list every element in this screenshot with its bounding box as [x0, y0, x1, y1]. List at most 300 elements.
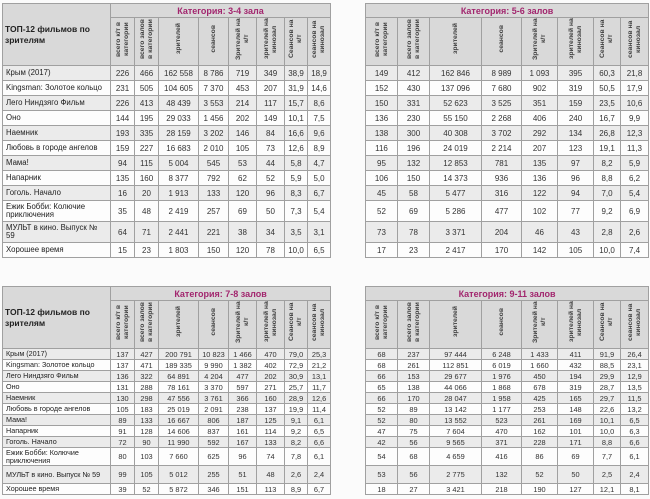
table-cell: 346 [199, 484, 229, 495]
column-header-label: зрителей [451, 23, 459, 55]
table-cell: 133 [135, 415, 159, 426]
table-cell: 5 872 [159, 484, 199, 495]
table-cell: 21,2 [308, 360, 331, 371]
table-cell: 52 [522, 466, 558, 484]
table-cell: 88,5 [594, 360, 621, 371]
table-cell: 23,1 [621, 360, 649, 371]
table-cell: 16 667 [159, 415, 199, 426]
table-cell: 105 [558, 243, 594, 258]
table-cell: 453 [229, 81, 257, 96]
table-row [3, 201, 331, 222]
table-cell: 319 [558, 81, 594, 96]
film-name: Гоголь. Начало [3, 437, 111, 448]
column-header-label: всего к/т в категории [114, 304, 130, 340]
column-header-label: зрителей [174, 23, 182, 55]
table-cell: 781 [482, 156, 522, 171]
table-cell: 3 702 [482, 126, 522, 141]
table-cell: 42 [366, 437, 398, 448]
table-cell: 411 [558, 349, 594, 360]
table-cell: 12,3 [621, 126, 649, 141]
table-cell: 25 019 [159, 404, 199, 415]
table-row [3, 111, 331, 126]
table-cell: 120 [229, 186, 257, 201]
table-cell: 6,5 [621, 415, 649, 426]
category-title: Категория: 5-6 залов [366, 4, 649, 18]
table-cell: 66 [366, 371, 398, 382]
table-cell: 26,8 [594, 126, 621, 141]
table-row [366, 393, 649, 404]
film-name: Kingsman: Золотое кольцо [3, 360, 111, 371]
table-cell: 162 [522, 426, 558, 437]
table-cell: 10,0 [285, 243, 308, 258]
film-name: Гоголь. Начало [3, 186, 111, 201]
column-header-2 [159, 18, 199, 66]
table-row [366, 448, 649, 466]
table-cell: 29,9 [594, 371, 621, 382]
table-cell: 27 [398, 484, 430, 495]
film-name: Kingsman: Золотое кольцо [3, 81, 111, 96]
column-header-label: Зрителей на к/т [234, 301, 250, 343]
column-header-label: сеансов на кинозал [626, 303, 642, 341]
column-header-6 [285, 18, 308, 66]
table-cell: 5 477 [430, 186, 482, 201]
table-cell: 190 [522, 484, 558, 495]
table-cell: 12,1 [594, 484, 621, 495]
table-cell: 6,9 [621, 201, 649, 222]
column-header-1 [398, 301, 430, 349]
table-cell: 138 [398, 382, 430, 393]
film-name: Напарник [3, 171, 111, 186]
table-cell: 8,9 [308, 141, 331, 156]
table-cell: 9,9 [621, 111, 649, 126]
table-row [366, 426, 649, 437]
table-cell: 20 [135, 186, 159, 201]
table-cell: 3 553 [199, 96, 229, 111]
table-cell: 204 [482, 222, 522, 243]
table-cell: 319 [558, 382, 594, 393]
table-cell: 160 [257, 393, 285, 404]
table-cell: 200 791 [159, 349, 199, 360]
table-cell: 2,6 [621, 222, 649, 243]
table-cell: 150 [398, 171, 430, 186]
table-cell: 135 [522, 156, 558, 171]
table-cell: 523 [482, 415, 522, 426]
table-cell: 195 [135, 111, 159, 126]
table-cell: 136 [522, 171, 558, 186]
table-cell: 136 [366, 111, 398, 126]
table-cell: 47 [366, 426, 398, 437]
table-cell: 17,9 [621, 81, 649, 96]
table-row [3, 66, 331, 81]
table-block-category-7-8 [2, 286, 330, 495]
table-cell: 55 150 [430, 111, 482, 126]
table-cell: 153 [398, 371, 430, 382]
table-cell: 8 377 [159, 171, 199, 186]
film-name: Любовь в городе ангелов [3, 141, 111, 156]
table-cell: 3 371 [430, 222, 482, 243]
table-cell: 66 [366, 393, 398, 404]
table-cell: 349 [257, 66, 285, 81]
table-row [3, 393, 331, 404]
table-cell: 5 004 [159, 156, 199, 171]
table-cell: 427 [135, 349, 159, 360]
table-cell: 14,6 [308, 81, 331, 96]
column-header-6 [285, 301, 308, 349]
table-cell: 18,9 [308, 66, 331, 81]
table-cell: 115 [135, 156, 159, 171]
table-cell: 26,4 [621, 349, 649, 360]
table-cell: 17 [366, 243, 398, 258]
table-cell: 351 [522, 96, 558, 111]
column-header-label: всего залов в категории [405, 302, 421, 342]
table-cell: 29,7 [594, 393, 621, 404]
column-header-label: сеансов на кинозал [311, 20, 327, 58]
table-cell: 477 [482, 201, 522, 222]
table-cell: 6,5 [308, 243, 331, 258]
table-cell: 75 [398, 426, 430, 437]
table-cell: 11,7 [308, 382, 331, 393]
table-cell: 50 [257, 201, 285, 222]
table-cell: 11,3 [621, 141, 649, 156]
table-row [3, 360, 331, 371]
table-cell: 68 [398, 448, 430, 466]
table-cell: 6,2 [621, 171, 649, 186]
table-cell: 64 891 [159, 371, 199, 382]
table-cell: 117 [257, 96, 285, 111]
table-cell: 134 [558, 126, 594, 141]
table-cell: 214 [229, 96, 257, 111]
table-cell: 1 433 [522, 349, 558, 360]
table-cell: 68 [366, 360, 398, 371]
table-cell: 1 976 [482, 371, 522, 382]
table-cell: 207 [257, 81, 285, 96]
table-cell: 719 [229, 66, 257, 81]
table-cell: 31,9 [285, 81, 308, 96]
table-cell: 90 [135, 437, 159, 448]
table-cell: 902 [522, 81, 558, 96]
table-cell: 96 [229, 448, 257, 466]
table-cell: 96 [558, 171, 594, 186]
category-title-row [366, 287, 649, 301]
table-cell: 261 [398, 360, 430, 371]
table-cell: 371 [482, 437, 522, 448]
table-cell: 69 [558, 448, 594, 466]
table-cell: 148 [558, 404, 594, 415]
table-cell: 162 558 [159, 66, 199, 81]
table-cell: 2 775 [430, 466, 482, 484]
table-cell: 79,0 [285, 349, 308, 360]
table-cell: 7 604 [430, 426, 482, 437]
table-cell: 29 033 [159, 111, 199, 126]
table-cell: 104 605 [159, 81, 199, 96]
table-row [3, 222, 331, 243]
table-cell: 91 [111, 426, 135, 437]
table-cell: 6,3 [621, 426, 649, 437]
column-header-3 [482, 301, 522, 349]
table-row [366, 156, 649, 171]
column-header-label: всего залов в категории [138, 19, 154, 59]
table-cell: 187 [229, 415, 257, 426]
table-cell: 11,5 [621, 393, 649, 404]
table-cell: 207 [522, 141, 558, 156]
table-row [366, 186, 649, 201]
table-cell: 9,2 [594, 201, 621, 222]
table-cell: 112 851 [430, 360, 482, 371]
table-cell: 58 [398, 186, 430, 201]
column-header-label: сеансов на кинозал [626, 20, 642, 58]
table-cell: 12,9 [621, 371, 649, 382]
table-row [3, 81, 331, 96]
column-header-2 [430, 18, 482, 66]
table-cell: 8,9 [285, 484, 308, 495]
table-row [366, 382, 649, 393]
column-header-row [366, 18, 649, 66]
table-cell: 3,1 [308, 222, 331, 243]
table-cell: 7,4 [621, 243, 649, 258]
table-cell: 406 [522, 111, 558, 126]
table-cell: 149 [257, 111, 285, 126]
table-cell: 230 [398, 111, 430, 126]
column-header-label: зрителей [174, 306, 182, 338]
table-cell: 97 [558, 156, 594, 171]
table-cell: 170 [398, 393, 430, 404]
table-cell: 114 [257, 426, 285, 437]
category-title: Категория: 9-11 залов [366, 287, 649, 301]
table-cell: 470 [257, 349, 285, 360]
table-cell: 2,5 [594, 466, 621, 484]
table-cell: 47 556 [159, 393, 199, 404]
table-cell: 228 [522, 437, 558, 448]
table-cell: 136 [111, 371, 135, 382]
table-cell: 52 [366, 415, 398, 426]
table-cell: 22,6 [594, 404, 621, 415]
table-row [3, 126, 331, 141]
table-cell: 237 [398, 349, 430, 360]
table-cell: 2 441 [159, 222, 199, 243]
table-cell: 52 [135, 484, 159, 495]
table-cell: 137 [257, 404, 285, 415]
table-cell: 96 [257, 186, 285, 201]
table-row [366, 484, 649, 495]
category-title-row [366, 4, 649, 18]
table-row [3, 96, 331, 111]
column-header-label: всего залов в категории [138, 302, 154, 342]
table-cell: 2 010 [199, 141, 229, 156]
table-cell: 2 417 [430, 243, 482, 258]
table-cell: 40 308 [430, 126, 482, 141]
table-cell: 1 958 [482, 393, 522, 404]
table-cell: 132 [398, 156, 430, 171]
table-cell: 7,8 [285, 448, 308, 466]
film-name: Оно [3, 111, 111, 126]
table-row [3, 141, 331, 156]
table-row [366, 81, 649, 96]
table-cell: 6,1 [308, 415, 331, 426]
table-row [366, 360, 649, 371]
table-cell: 97 444 [430, 349, 482, 360]
column-header-0 [111, 301, 135, 349]
column-header-6 [594, 18, 621, 66]
table-cell: 137 [111, 349, 135, 360]
table-cell: 51 [229, 466, 257, 484]
table-cell: 9,1 [285, 415, 308, 426]
column-header-row [366, 301, 649, 349]
table-cell: 288 [135, 382, 159, 393]
table-cell: 625 [199, 448, 229, 466]
table-cell: 116 [366, 141, 398, 156]
column-header-label: всего к/т в категории [373, 21, 389, 57]
table-cell: 5,4 [308, 201, 331, 222]
table-cell: 15 [111, 243, 135, 258]
column-header-3 [199, 301, 229, 349]
column-header-label: зрителей на кинозал [262, 301, 278, 343]
table-cell: 8,6 [308, 96, 331, 111]
category-table-9-11-halls [365, 286, 649, 495]
table-cell: 25,7 [285, 382, 308, 393]
table-cell: 56 [398, 466, 430, 484]
film-name: Наемник [3, 126, 111, 141]
table-cell: 8 786 [199, 66, 229, 81]
table-cell: 14 606 [159, 426, 199, 437]
column-header-5 [558, 18, 594, 66]
table-cell: 226 [111, 66, 135, 81]
table-cell: 16 [111, 186, 135, 201]
table-cell: 125 [257, 415, 285, 426]
table-row [3, 448, 331, 466]
table-cell: 412 [398, 66, 430, 81]
table-cell: 62 [229, 171, 257, 186]
column-header-label: Сеансов на к/т [288, 19, 303, 59]
table-cell: 597 [229, 382, 257, 393]
table-cell: 144 [111, 111, 135, 126]
table-cell: 3 202 [199, 126, 229, 141]
table-row [3, 466, 331, 484]
table-cell: 10,0 [594, 426, 621, 437]
column-header-2 [430, 301, 482, 349]
table-cell: 28 047 [430, 393, 482, 404]
table-cell: 13 142 [430, 404, 482, 415]
table-cell: 18 [366, 484, 398, 495]
table-cell: 44 066 [430, 382, 482, 393]
table-cell: 72 [111, 437, 135, 448]
table-cell: 133 [257, 437, 285, 448]
table-cell: 43 [558, 222, 594, 243]
table-row [366, 415, 649, 426]
table-cell: 170 [482, 243, 522, 258]
table-cell: 68 [366, 349, 398, 360]
film-name: Ежик Бобби: Колючие приключения [3, 201, 111, 222]
category-table-5-6-halls [365, 3, 649, 258]
table-cell: 7,7 [594, 448, 621, 466]
table-cell: 221 [199, 222, 229, 243]
table-cell: 94 [111, 156, 135, 171]
table-cell: 271 [257, 382, 285, 393]
table-row [3, 349, 331, 360]
table-cell: 253 [522, 404, 558, 415]
table-cell: 23 [135, 243, 159, 258]
table-cell: 52 [366, 201, 398, 222]
table-block-category-5-6 [365, 3, 648, 258]
table-cell: 432 [558, 360, 594, 371]
table-cell: 806 [199, 415, 229, 426]
table-cell: 11 990 [159, 437, 199, 448]
table-cell: 16,7 [594, 111, 621, 126]
table-cell: 238 [229, 404, 257, 415]
table-cell: 152 [366, 81, 398, 96]
table-cell: 226 [111, 96, 135, 111]
table-cell: 227 [135, 141, 159, 156]
table-cell: 169 [558, 415, 594, 426]
column-header-5 [558, 301, 594, 349]
table-cell: 1 868 [482, 382, 522, 393]
table-cell: 2,8 [594, 222, 621, 243]
table-cell: 120 [229, 243, 257, 258]
table-cell: 15,7 [285, 96, 308, 111]
table-cell: 135 [111, 171, 135, 186]
column-header-label: Зрителей на к/т [531, 18, 547, 60]
table-cell: 39 [111, 484, 135, 495]
table-cell: 7 660 [159, 448, 199, 466]
table-cell: 366 [229, 393, 257, 404]
table-cell: 123 [558, 141, 594, 156]
table-cell: 12,6 [308, 393, 331, 404]
table-cell: 89 [398, 404, 430, 415]
table-cell: 2 091 [199, 404, 229, 415]
table-cell: 10,1 [594, 415, 621, 426]
table-cell: 202 [257, 371, 285, 382]
table-cell: 102 [522, 201, 558, 222]
table-cell: 1 803 [159, 243, 199, 258]
table-cell: 471 [135, 360, 159, 371]
table-cell: 53 [366, 466, 398, 484]
table-cell: 7 680 [482, 81, 522, 96]
table-cell: 53 [229, 156, 257, 171]
table-cell: 48 [257, 466, 285, 484]
film-name: Мама! [3, 415, 111, 426]
table-cell: 80 [111, 448, 135, 466]
table-cell: 402 [257, 360, 285, 371]
table-cell: 159 [558, 96, 594, 111]
table-cell: 38,9 [285, 66, 308, 81]
table-cell: 6,7 [308, 484, 331, 495]
table-cell: 231 [111, 81, 135, 96]
table-cell: 8,8 [594, 171, 621, 186]
film-name: Наемник [3, 393, 111, 404]
table-cell: 255 [199, 466, 229, 484]
table-row [3, 437, 331, 448]
table-cell: 5 012 [159, 466, 199, 484]
table-cell: 193 [111, 126, 135, 141]
column-header-7 [621, 301, 649, 349]
table-cell: 2,6 [285, 466, 308, 484]
column-header-label: всего к/т в категории [373, 304, 389, 340]
table-row [366, 243, 649, 258]
film-name: Лего Ниндзяго Фильм [3, 371, 111, 382]
table-cell: 1 382 [229, 360, 257, 371]
table-cell: 46 [522, 222, 558, 243]
table-row [366, 371, 649, 382]
table-cell: 29 677 [430, 371, 482, 382]
table-cell: 477 [229, 371, 257, 382]
table-cell: 34 [257, 222, 285, 243]
table-cell: 162 846 [430, 66, 482, 81]
table-cell: 5,9 [285, 171, 308, 186]
table-cell: 137 [111, 360, 135, 371]
column-header-label: Сеансов на к/т [288, 302, 303, 342]
film-name: Любовь в городе ангелов [3, 404, 111, 415]
table-cell: 7,3 [285, 201, 308, 222]
table-row [3, 404, 331, 415]
